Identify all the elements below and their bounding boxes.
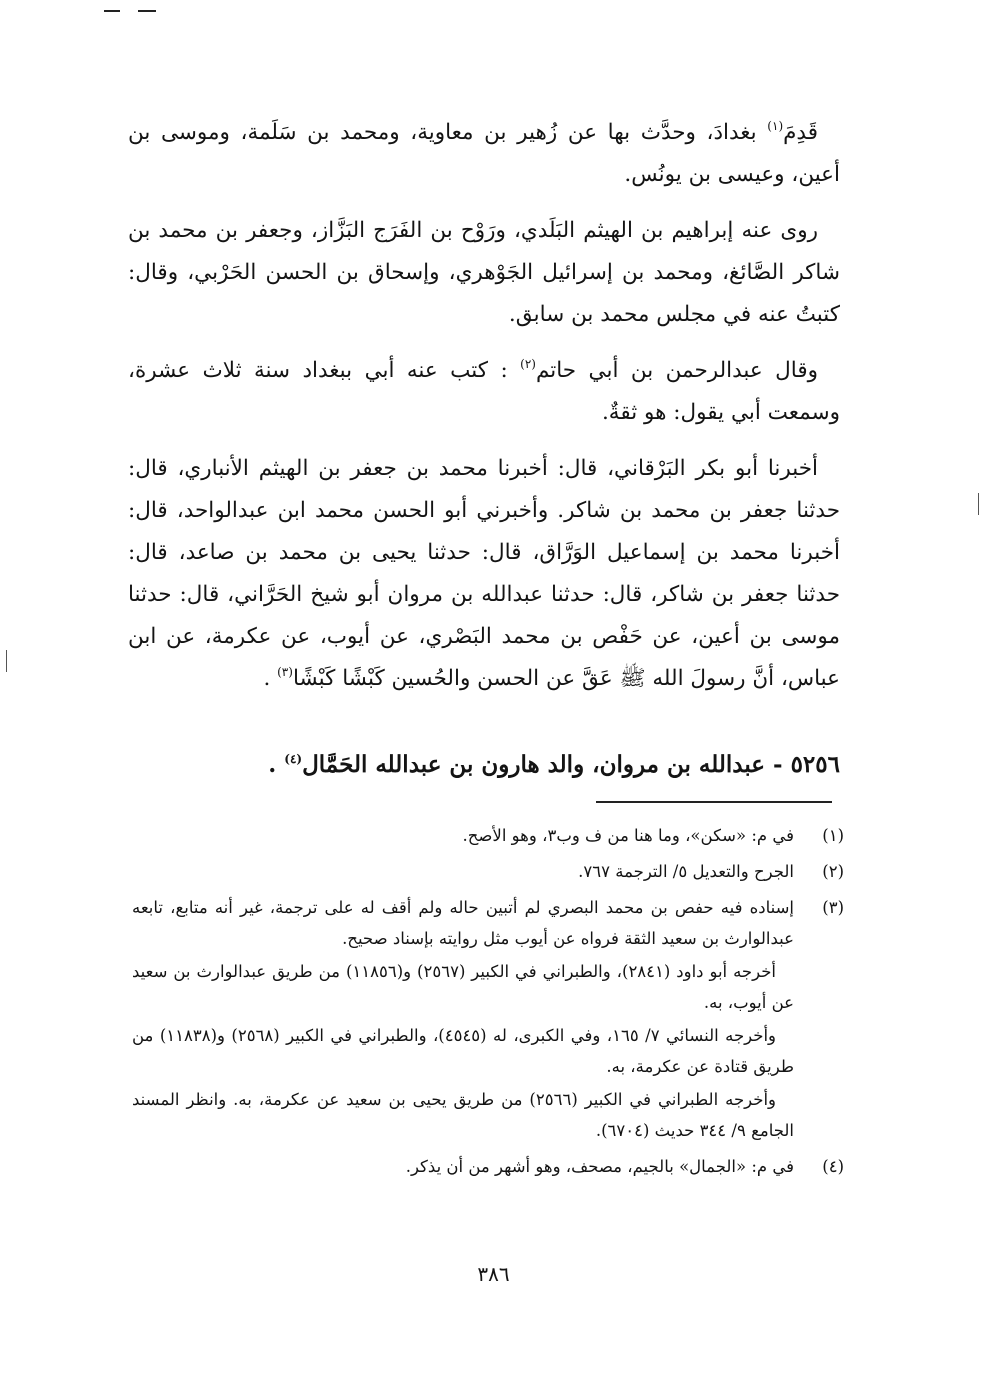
footnote-4 (132, 1151, 844, 1184)
footnote-1 (132, 820, 844, 853)
footnote-number: (٢) (822, 862, 844, 881)
paragraph-hadith-chain: أخبرنا أبو بكر البَرْقاني، قال: أخبرنا محمد بن جعفر بن الهيثم الأنباري، قال: حدثنا جعفر بن محمد بن شاكر. وأخبرني أبو الحسن محمد ابن عبدالواحد، قال: أخبرنا محمد بن إسماعيل الوَرَّاق، قال: حدثنا يحيى بن محمد بن صاعد، قال: حدثنا جعفر بن شاكر، قال: حدثنا عبدالله بن مروان أبو شيخ الحَرَّاني، قال: حدثنا موسى بن أعين، عن حَفْص بن محمد البَصْري، عن أيوب، عن عكرمة، عن ابن عباس، أنَّ رسولَ الله ﷺ عَقَّ عن الحسن والحُسين كَبْشًا كَبْشًا$^{(٣)}$ . (128, 456, 840, 691)
footnote-body (132, 820, 794, 853)
scan-mark (978, 493, 979, 515)
footnote-ref: (١) (767, 119, 784, 133)
footnote-number: (١) (822, 826, 844, 845)
footnote-ref: (٤) (284, 752, 303, 766)
footnote-3 (132, 892, 844, 1148)
footnote-text: الجرح والتعديل ٥/ الترجمة ٧٦٧. (578, 862, 794, 881)
footnote-number: (٣) (822, 898, 844, 917)
page-number: ٣٨٦ (477, 1262, 510, 1286)
footnote-body (132, 856, 794, 889)
scan-mark (104, 10, 120, 12)
footnote-text: إسناده فيه حفص بن محمد البصري لم أتبين حاله ولم أقف له على ترجمة، غير أنه متابع، تابعه عبدالوارث بن سعيد الثقة فرواه عن أيوب مثل روايته بإسناد صحيح. (132, 898, 794, 948)
footnote-text: وأخرجه الطبراني في الكبير (٢٥٦٦) من طريق يحيى بن سعيد عن عكرمة، به. وانظر المسند الجامع ٩/ ٣٤٤ حديث (٦٧٠٤). (132, 1090, 794, 1140)
paragraph-arrival: قَدِمَ$^{(١)}$ بغدادَ، وحدَّث بها عن زُهير بن معاوية، ومحمد بن سَلَمة، وموسى بن أعين، وعيسى بن يونُس. (128, 119, 840, 187)
footnote-text: وأخرجه النسائي ٧/ ١٦٥، وفي الكبرى، له (٤٥٤٥)، والطبراني في الكبير (٢٥٦٨) و(١١٨٣٨) من طريق قتادة عن عكرمة، به. (132, 1026, 794, 1076)
entry-heading (128, 751, 840, 778)
footnote-ref: (٣) (277, 665, 293, 679)
footnote-text: أخرجه أبو داود (٢٨٤١)، والطبراني في الكبير (٢٥٦٧) و(١١٨٥٦) من طريق عبدالوارث بن سعيد عن أيوب، به. (132, 962, 794, 1012)
scan-mark (138, 10, 156, 12)
entry-heading-text: ٥٢٥٦ - عبدالله بن مروان، والد هارون بن عبدالله الحَمَّال$^{(٤)}$ . (268, 751, 840, 778)
footnote-separator (596, 801, 832, 803)
footnote-2 (132, 856, 844, 889)
footnote-text: في م: «الجمال» بالجيم، مصحف، وهو أشهر من أن يذكر. (405, 1157, 794, 1176)
footnote-text: في م: «سكن»، وما هنا من ف وب٣، وهو الأصح. (462, 826, 794, 845)
footnote-ref: (٢) (520, 357, 536, 371)
paragraph-ibn-abi-hatim: وقال عبدالرحمن بن أبي حاتم$^{(٢)}$ : كتب عنه أبي ببغداد سنة ثلاث عشرة، وسمعت أبي يقول: هو ثقةٌ. (128, 357, 840, 425)
footnote-body (132, 892, 794, 1148)
footnote-body (132, 1151, 794, 1184)
paragraph-narrators: روى عنه إبراهيم بن الهيثم البَلَدي، ورَوْح بن الفَرَج البَزَّاز، وجعفر بن محمد بن شاكر الصَّائغ، ومحمد بن إسرائيل الجَوْهري، وإسحاق بن الحسن الحَرْبي، وقال: كتبتُ عنه في مجلس محمد بن سابق. (128, 218, 840, 327)
main-text (128, 112, 840, 714)
footnote-number: (٤) (822, 1157, 844, 1176)
scan-mark (6, 650, 7, 672)
footnotes (132, 820, 844, 1187)
